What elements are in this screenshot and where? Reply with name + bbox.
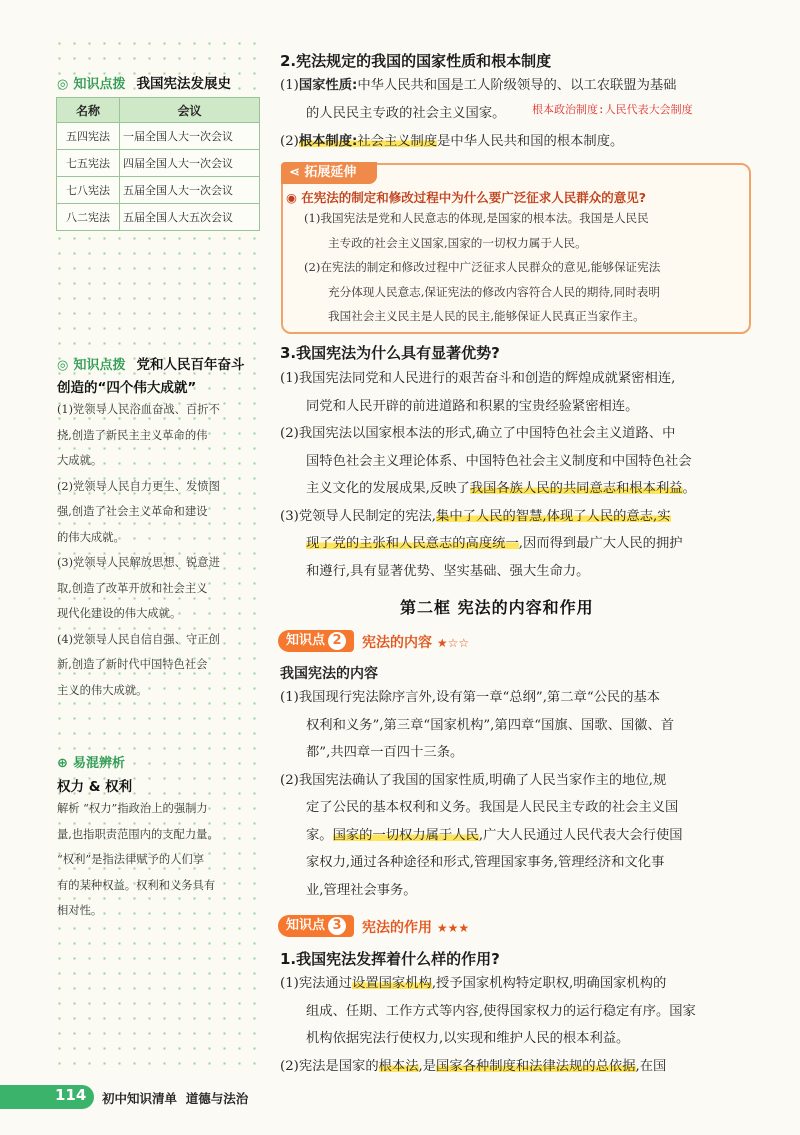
highlight-text: 现了党的主张和人民意志的高度统一 [306,536,519,551]
kp3-badge [278,915,354,937]
kp2-title-line1: 党和人民百年奋斗 [136,357,245,373]
star-rating: ★☆☆ [436,636,470,650]
star-rating: ★★★ [436,921,470,935]
advantage-list [280,365,750,585]
confuse-body [57,796,263,924]
table-header-name: 名称 [57,98,120,123]
list-item: 强,创造了社会主义革命和建设 [57,505,208,518]
footer-title [102,1089,248,1107]
paragraph-text: 。 [682,481,696,496]
table-header-meeting: 会议 [120,98,260,123]
table-cell: 一届全国人大一次会议 [120,123,260,150]
list-item: 我国社会主义民主是人民的民主,能够保证人民真正当家作主。 [328,309,645,323]
knowledge-tip-icon: ◎ [57,77,69,92]
list-item [280,822,750,850]
list-item: 有的某种权益。权利和义务具有 [57,878,216,892]
table-row [57,177,260,204]
paragraph-text: 是中华人民共和国的根本制度。 [437,134,624,149]
kp-name-text: 宪法的作用 [362,920,432,936]
book-title: 初中知识清单 [102,1091,178,1106]
kp1-header [57,72,231,92]
highlight-text: 设置国家机构 [352,976,432,991]
list-item: (2)我国宪法以国家根本法的形式,确立了中国特色社会主义道路、中 [280,426,676,441]
section-3-title: 3.我国宪法为什么具有显著优势? [280,344,500,362]
paragraph-text: (1)宪法通过 [280,976,353,991]
subject-name: 道德与法治 [185,1091,249,1106]
highlight-text: 集中了人民的智慧,体现了人民的意志,实 [436,508,671,524]
highlight-text: 根本法 [378,1058,419,1074]
list-item: 权利和义务”,第三章“国家机构”,第四章“国旗、国歌、国徽、首 [306,717,675,733]
kp1-title: 我国宪法发展史 [136,76,232,92]
kp-badge-label: 知识点 [286,918,326,933]
paragraph-text: (3)党领导人民制定的宪法, [280,508,437,524]
list-item: (2)在宪法的制定和修改过程中广泛征求人民群众的意见,能够保证宪法 [304,260,661,274]
target-icon: ◉ [286,190,302,205]
list-item [280,503,750,531]
table-cell: 七五宪法 [57,150,120,177]
list-item: 新,创造了新时代中国特色社会 [57,658,208,671]
list-item: (1)党领导人民浴血奋战、百折不 [57,403,220,416]
paragraph-text: 中华人民共和国是工人阶级领导的、以工农联盟为基础 [357,78,677,93]
table-row [57,123,260,150]
confuse-label: 易混辨析 [73,756,126,771]
list-item: 相对性。 [57,904,103,917]
extension-question-text: 在宪法的制定和修改过程中为什么要广泛征求人民群众的意见? [301,190,647,205]
paragraph-text: ,因而得到最广大人民的拥护 [518,536,683,551]
list-item: 同党和人民开辟的前进道路和积累的宝贵经验紧密相连。 [306,398,639,414]
paragraph-text: ,是 [418,1058,437,1074]
list-item: (2)党领导人民自力更生、发愤图 [57,479,220,493]
table-cell: 五四宪法 [57,123,120,150]
list-item: 现代化建设的伟大成就。 [57,607,182,620]
list-item: “权利”是指法律赋予的人们享 [57,853,205,866]
item-number: (1) [280,78,299,93]
list-item: 国特色社会主义理论体系、中国特色社会主义制度和中国特色社会 [306,453,692,469]
paragraph-text: 主义文化的发展成果,反映了 [306,481,470,496]
list-item: 都”,共四章一百四十三条。 [306,745,464,760]
confuse-title: 权力 & 权利 [57,779,133,795]
kp-number: 2 [328,632,346,650]
term-bold: 国家性质: [298,78,358,93]
kp-name-text: 宪法的内容 [362,635,432,651]
item-number: (2) [280,134,299,149]
knowledge-tip-icon: ◎ [57,358,69,373]
kp1-label: 知识点拨 [73,77,126,92]
list-item: (3)党领导人民解放思想、锐意进 [57,556,220,569]
list-item: (2)我国宪法确认了我国的国家性质,明确了人民当家作主的地位,规 [280,772,667,788]
nature-paragraph [280,72,750,127]
list-item: 和遵行,具有显著优势、坚实基础、强大生命力。 [306,563,590,579]
list-item: 定了公民的基本权利和义务。我国是人民民主专政的社会主义国 [306,800,679,815]
kp2-name [362,632,469,652]
confuse-header [57,752,131,771]
list-item: 家权力,通过各种途径和形式,管理国家事务,管理经济和文化事 [306,855,665,870]
list-item: 的伟大成就。 [57,530,125,544]
list-item [280,970,750,998]
highlight-text: 国家的一切权力属于人民 [332,827,479,843]
kp-number: 3 [328,917,346,935]
table-row [57,204,260,231]
kp2-header [57,353,245,373]
extension-tag [281,162,377,184]
constitution-history-table [56,97,260,231]
share-icon: ⋖ [289,165,305,180]
list-item: 业,管理社会事务。 [306,882,417,898]
list-item: 挠,创造了新民主主义革命的伟 [57,428,208,442]
list-item [280,530,750,558]
term-bold: 根本制度: [298,134,358,149]
extension-question [286,188,646,206]
page-number: 114 [55,1086,87,1104]
paragraph-text: ,授予国家机构特定职权,明确国家机构的 [431,976,667,991]
paragraph-text: 的人民民主专政的社会主义国家。 [306,105,506,121]
list-item: 主义的伟大成就。 [57,683,148,697]
list-item: 量,也指职责范围内的支配力量。 [57,827,219,841]
role-list [280,970,750,1080]
section-2-title: 2.宪法规定的我国的国家性质和根本制度 [280,52,552,70]
list-item: 解析 “权力”指政治上的强制力 [57,802,208,815]
paragraph-text: ,在国 [635,1058,667,1074]
content-title: 我国宪法的内容 [280,666,378,682]
list-item: 取,创造了改革开放和社会主义 [57,581,208,595]
paragraph-text: ,广大人民通过人民代表大会行使国 [478,827,683,843]
list-item: 机构依据宪法行使权力,以实现和维护人民的根本利益。 [306,1031,630,1046]
list-item [280,475,750,503]
table-cell: 四届全国人大一次会议 [120,150,260,177]
role-title: 1.我国宪法发挥着什么样的作用? [280,950,500,968]
table-cell: 五届全国人大五次会议 [120,204,260,231]
list-item: 组成、任期、工作方式等内容,使得国家权力的运行稳定有序。国家 [306,1003,696,1019]
table-cell: 七八宪法 [57,177,120,204]
list-item: 主专政的社会主义国家,国家的一切权力属于人民。 [328,235,587,250]
list-item: 充分体现人民意志,保证宪法的修改内容符合人民的期待,同时表明 [328,284,660,299]
magnifier-icon: ⊕ [57,756,68,771]
table-cell: 五届全国人大一次会议 [120,177,260,204]
lesson-section-title: 第二框 宪法的内容和作用 [400,598,594,617]
kp2-label: 知识点拨 [73,358,126,373]
four-achievements-list [57,397,263,703]
list-item: (4)党领导人民自信自强、守正创 [57,632,220,646]
paragraph-text: 家。 [306,827,333,843]
table-cell: 八二宪法 [57,204,120,231]
kp2-badge [278,630,354,652]
content-list [280,684,750,904]
kp-badge-label: 知识点 [286,633,326,648]
paragraph-text: (2)宪法是国家的 [280,1058,379,1074]
extension-tag-label: 拓展延伸 [304,165,357,180]
list-item: (1)我国宪法是党和人民意志的体现,是国家的根本法。我国是人民民 [304,211,649,225]
list-item: (1)我国宪法同党和人民进行的艰苦奋斗和创造的辉煌成就紧密相连, [280,371,676,386]
list-item: 大成就。 [57,454,103,467]
handwritten-note: 根本政治制度:人民代表大会制度 [532,103,693,116]
extension-body [304,206,744,329]
list-item: (1)我国现行宪法除序言外,设有第一章“总纲”,第二章“公民的基本 [280,690,661,705]
highlight-text: 社会主义制度 [357,134,438,149]
kp3-name [362,917,469,937]
list-item [280,1053,750,1081]
system-paragraph [280,128,750,156]
highlight-text: 国家各种制度和法律法规的总依据 [436,1058,636,1074]
table-row [57,150,260,177]
kp2-title-line2: 创造的“四个伟大成就” [57,380,197,396]
highlight-text: 我国各族人民的共同意志和根本利益 [469,481,683,496]
